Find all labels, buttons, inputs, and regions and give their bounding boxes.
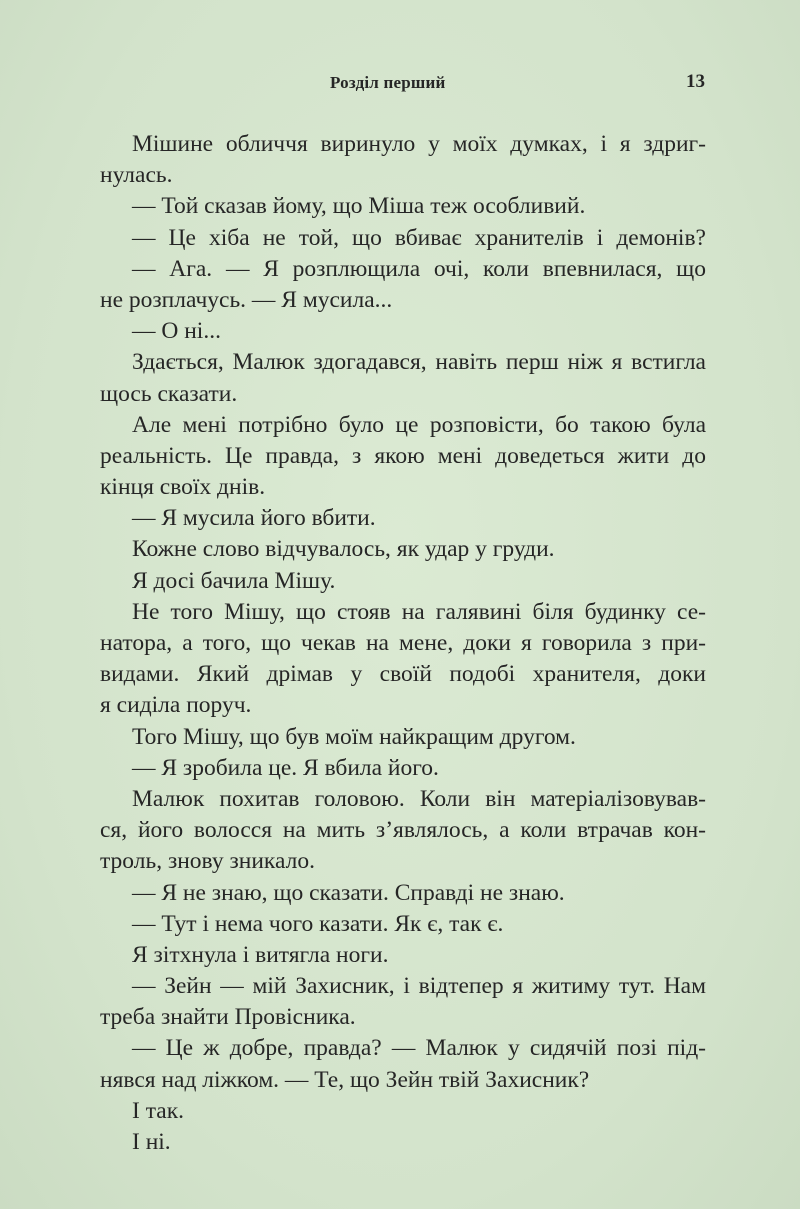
text-line: — О ні... <box>132 318 221 345</box>
text-line: Мішине обличчя виринуло у моїх думках, і я здриг- <box>132 131 706 157</box>
text-line: — Я не знаю, що сказати. Справді не знаю. <box>132 879 565 906</box>
text-line: Здається, Малюк здогадався, навіть перш ніж я встигла <box>132 349 706 376</box>
text-line: — Тут і нема чого казати. Як є, так є. <box>132 910 504 937</box>
text-line: ся, його волосся на мить з’являлось, а коли втрачав кон- <box>100 817 706 844</box>
text-line: Я зітхнула і витягла ноги. <box>132 941 389 968</box>
text-line: нулась. <box>100 162 173 189</box>
text-line: натора, а того, що чекав на мене, доки я говорила з при- <box>100 630 706 656</box>
text-line: я сиділа поруч. <box>100 692 252 719</box>
text-line: Того Мішу, що був моїм найкращим другом. <box>132 723 576 750</box>
text-line: — Ага. — Я розплющила очі, коли впевнилася, що <box>132 255 706 282</box>
text-line: видами. Який дрімав у своїй подобі хранителя, доки <box>100 661 706 688</box>
page-number: 13 <box>686 71 705 92</box>
text-line: Але мені потрібно було це розповісти, бо такою була <box>132 411 706 438</box>
text-line: І так. <box>132 1097 184 1124</box>
text-line: щось сказати. <box>100 380 238 407</box>
running-header <box>0 73 800 97</box>
text-line: — Зейн — мій Захисник, і відтепер я житиму тут. Нам <box>132 973 706 1000</box>
text-line: нявся над ліжком. — Те, що Зейн твій Захисник? <box>100 1066 590 1093</box>
text-line: Не того Мішу, що стояв на галявині біля будинку се- <box>132 598 706 625</box>
text-line: Я досі бачила Мішу. <box>132 567 336 594</box>
text-line: — Я зробила це. Я вбила його. <box>132 754 439 781</box>
text-line: троль, знову зникало. <box>100 848 315 875</box>
text-line: не розплачусь. — Я мусила... <box>100 286 393 313</box>
text-line: Кожне слово відчувалось, як удар у груди. <box>132 536 555 563</box>
text-line: — Той сказав йому, що Міша теж особливий. <box>132 193 586 220</box>
text-line: кінця своїх днів. <box>100 474 266 501</box>
text-line: І ні. <box>132 1129 171 1155</box>
body-text <box>100 129 706 1158</box>
text-line: Малюк похитав головою. Коли він матеріалізовував- <box>132 785 706 812</box>
text-line: — Я мусила його вбити. <box>132 505 376 532</box>
text-line: реальність. Це правда, з якою мені доведеться жити до <box>100 442 706 469</box>
text-line: — Це хіба не той, що вбиває хранителів і демонів? <box>132 224 706 251</box>
text-line: треба знайти Провісника. <box>100 1004 356 1031</box>
chapter-title: Розділ перший <box>330 73 446 92</box>
text-line: — Це ж добре, правда? — Малюк у сидячій позі під- <box>132 1035 706 1062</box>
